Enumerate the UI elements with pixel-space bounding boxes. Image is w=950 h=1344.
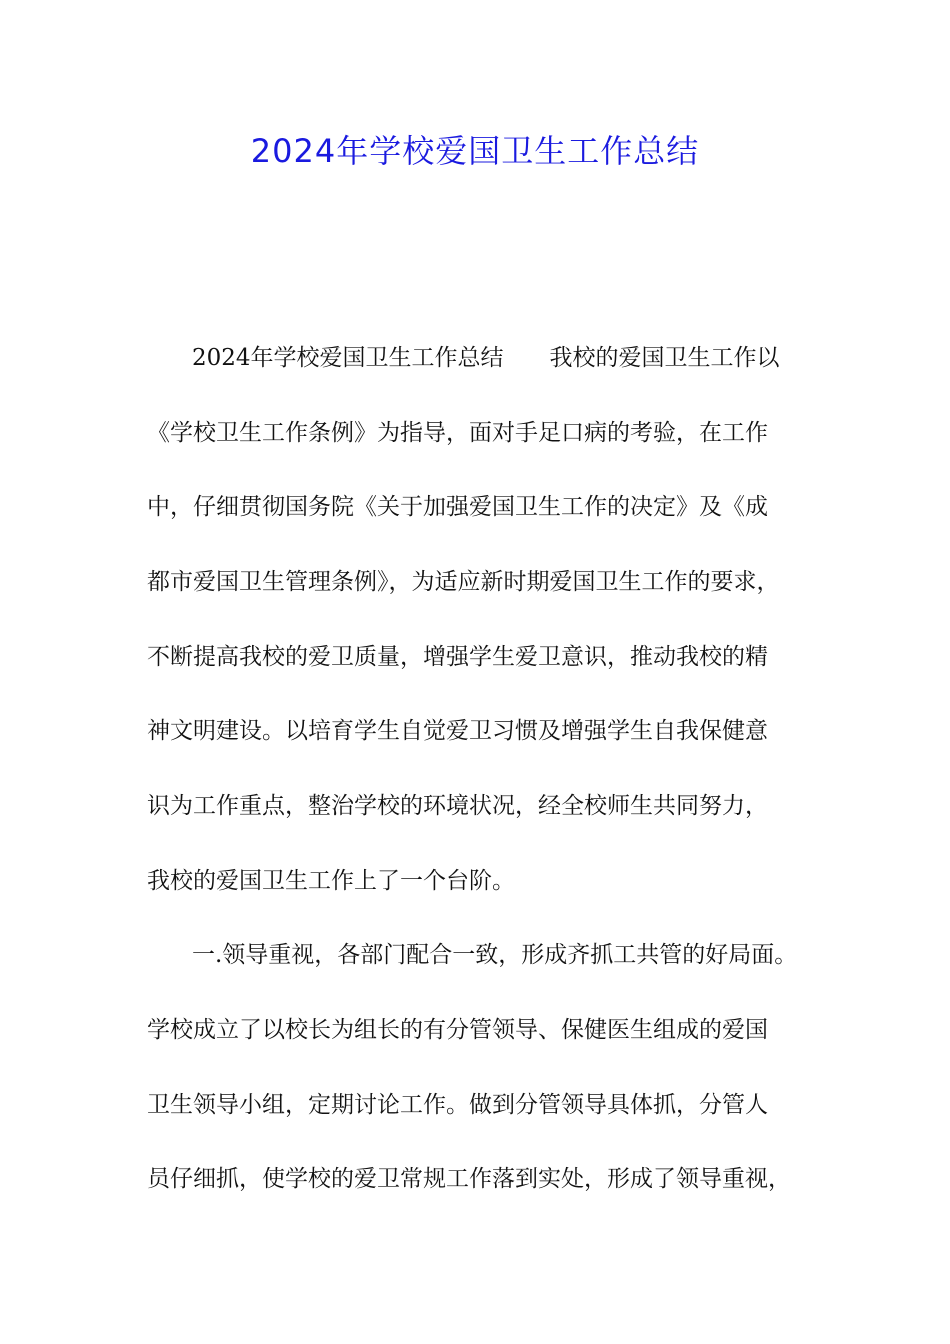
- paragraph-line: 神文明建设。以培育学生自觉爱卫习惯及增强学生自我保健意: [147, 718, 768, 744]
- section-heading-line: 一.领导重视，各部门配合一致，形成齐抓工共管的好局面。: [192, 942, 798, 968]
- paragraph-line: 员仔细抓，使学校的爱卫常规工作落到实处，形成了领导重视，: [147, 1166, 791, 1192]
- paragraph-line: 我校的爱国卫生工作上了一个台阶。: [147, 868, 515, 894]
- paragraph-line: 识为工作重点，整治学校的环境状况，经全校师生共同努力，: [147, 793, 768, 819]
- paragraph-line: 学校成立了以校长为组长的有分管领导、保健医生组成的爱国: [147, 1017, 768, 1043]
- document-title: 2024年学校爱国卫生工作总结: [250, 132, 700, 170]
- paragraph-line: 《学校卫生工作条例》为指导，面对手足口病的考验，在工作: [147, 420, 768, 446]
- paragraph-line: 不断提高我校的爱卫质量，增强学生爱卫意识，推动我校的精: [147, 644, 768, 670]
- paragraph-line: 2024年学校爱国卫生工作总结 我校的爱国卫生工作以: [192, 345, 780, 371]
- paragraph-line: 都市爱国卫生管理条例》，为适应新时期爱国卫生工作的要求，: [147, 569, 780, 595]
- paragraph-line: 卫生领导小组，定期讨论工作。做到分管领导具体抓，分管人: [147, 1092, 768, 1118]
- paragraph-line: 中，仔细贯彻国务院《关于加强爱国卫生工作的决定》及《成: [147, 494, 768, 520]
